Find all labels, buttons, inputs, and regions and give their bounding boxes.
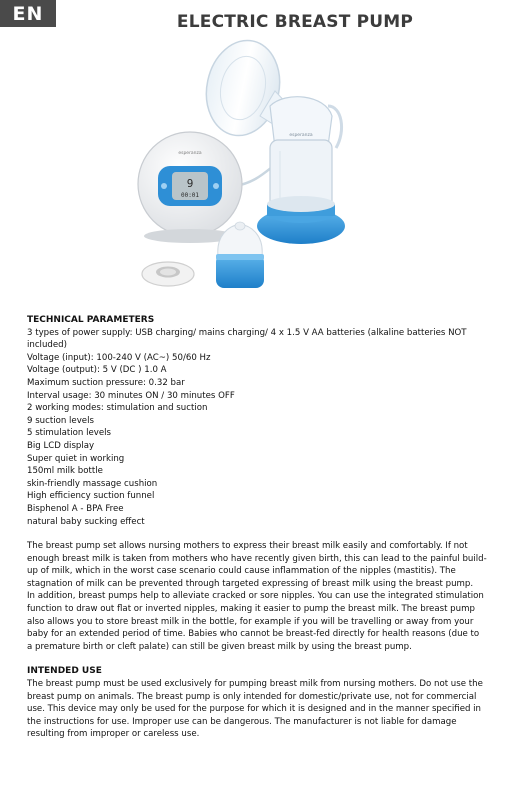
language-badge: EN — [0, 0, 56, 27]
spacer — [27, 653, 487, 665]
spec-item: Big LCD display — [27, 440, 95, 451]
technical-parameters-heading: TECHNICAL PARAMETERS — [27, 315, 155, 325]
description-paragraph-2: In addition, breast pumps help to alleviate cracked or sore nipples. You can use the integrated stimulation function to draw out flat or inverted nipples, making it easier to pump the breast milk. The breast pump also allows you to store breast milk in the bottle, for example if you will be travelling or away from your baby for an extended period of time. Babies who cannot be breast-fed directly for health reasons (due to a premature birth or cleft palate) can still be given breast milk by using the breast pump. — [27, 591, 484, 652]
lcd-timer: 00:01 — [180, 192, 200, 199]
spec-item: Voltage (input): 100-240 V (AC~) 50/60 Hz — [27, 352, 211, 363]
spec-item: Maximum suction pressure: 0.32 bar — [27, 377, 185, 388]
intended-use-text: The breast pump must be used exclusively for pumping breast milk from nursing mothers. Do not use the breast pump on animals. The breast pump is only intended for domestic/private use, not for commercial use. This device may only be used for the purpose for which it is designed and in the manner specified in the instructions for use. Improper use can be dangerous. The manufacturer is not liable for damage resulting from improper or careless use. — [27, 679, 483, 740]
spec-item: Super quiet in working — [27, 453, 125, 464]
intended-use-heading: INTENDED USE — [27, 666, 102, 677]
spacer — [27, 528, 487, 540]
technical-parameters-list — [27, 327, 487, 529]
spec-item: Interval usage: 30 minutes ON / 30 minutes OFF — [27, 390, 235, 401]
spec-item: 3 types of power supply: USB charging/ mains charging/ 4 x 1.5 V AA batteries (alkaline batteries NOT included) — [27, 327, 467, 351]
spec-item: natural baby sucking effect — [27, 516, 145, 527]
spec-item: 5 stimulation levels — [27, 428, 112, 439]
page-title: ELECTRIC BREAST PUMP — [176, 12, 414, 32]
product-image — [110, 36, 410, 314]
control-button-right — [213, 183, 219, 189]
document-body — [27, 314, 487, 741]
control-button-left — [161, 183, 167, 189]
spec-item: 150ml milk bottle — [27, 466, 103, 477]
description-paragraph-1: The breast pump set allows nursing mothers to express their breast milk easily and comfortably. If not enough breast milk is taken from mothers who have recently given birth, this can lead to the painful build-up of milk, which in the worst case scenario could cause inflammation of the nipples (mastitis). The stagnation of milk can be prevented through targeted expressing of breast milk using the breast pump. — [27, 541, 487, 589]
spec-item: skin-friendly massage cushion — [27, 478, 158, 489]
spec-item: Voltage (output): 5 V (DC ) 1.0 A — [27, 365, 167, 376]
spec-item: Bisphenol A - BPA Free — [27, 503, 124, 514]
brand-logo-unit: esperanza — [178, 151, 202, 156]
brand-logo-bottle: esperanza — [289, 133, 313, 138]
lcd-level: 9 — [186, 177, 194, 190]
spec-item: 9 suction levels — [27, 415, 94, 426]
spec-item: 2 working modes: stimulation and suction — [27, 403, 208, 414]
spec-item: High efficiency suction funnel — [27, 491, 155, 502]
